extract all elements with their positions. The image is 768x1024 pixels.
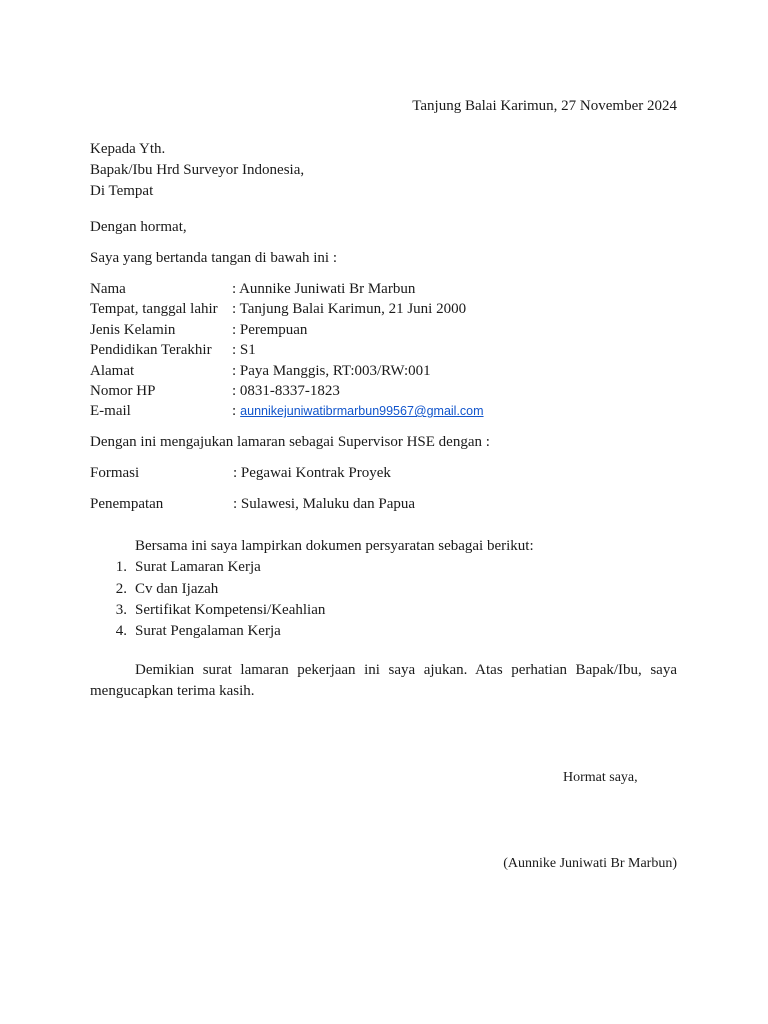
closing-paragraph: Demikian surat lamaran pekerjaan ini saya ajukan. Atas perhatian Bapak/Ibu, saya mengucapkan terima kasih. bbox=[90, 662, 677, 699]
birth-label: Tempat, tanggal lahir bbox=[90, 301, 218, 317]
list-item: Sertifikat Kompetensi/Keahlian bbox=[135, 602, 326, 618]
intro-text: Saya yang bertanda tangan di bawah ini : bbox=[90, 250, 338, 266]
recipient-line-1: Kepada Yth. bbox=[90, 141, 166, 157]
penempatan-value: : Sulawesi, Maluku dan Papua bbox=[233, 496, 416, 512]
place-date: Tanjung Balai Karimun, 27 November 2024 bbox=[412, 98, 677, 114]
phone-value: : 0831-8337-1823 bbox=[232, 383, 340, 399]
greeting: Dengan hormat, bbox=[90, 219, 187, 235]
recipient-line-3: Di Tempat bbox=[90, 183, 154, 199]
name-label: Nama bbox=[90, 281, 126, 297]
attachments-intro: Bersama ini saya lampirkan dokumen persyaratan sebagai berikut: bbox=[135, 538, 534, 554]
list-item: Cv dan Ijazah bbox=[135, 581, 219, 597]
address-value: : Paya Manggis, RT:003/RW:001 bbox=[232, 363, 431, 379]
name-value: : Aunnike Juniwati Br Marbun bbox=[232, 281, 416, 297]
list-item-number: 4. bbox=[115, 623, 127, 639]
list-item-number: 2. bbox=[115, 581, 127, 597]
list-item-number: 3. bbox=[115, 602, 127, 618]
list-item: Surat Lamaran Kerja bbox=[135, 559, 261, 575]
phone-label: Nomor HP bbox=[90, 383, 156, 399]
signature-name: (Aunnike Juniwati Br Marbun) bbox=[503, 856, 677, 871]
sign-off: Hormat saya, bbox=[563, 770, 638, 785]
formasi-label: Formasi bbox=[90, 465, 140, 481]
formasi-value: : Pegawai Kontrak Proyek bbox=[233, 465, 391, 481]
email-colon: : bbox=[232, 403, 237, 419]
email-row bbox=[232, 402, 484, 420]
list-item-number: 1. bbox=[115, 559, 127, 575]
email-link[interactable]: aunnikejuniwatibrmarbun99567@gmail.com bbox=[240, 404, 484, 418]
address-label: Alamat bbox=[90, 363, 135, 379]
gender-label: Jenis Kelamin bbox=[90, 322, 176, 338]
gender-value: : Perempuan bbox=[232, 322, 308, 338]
education-value: : S1 bbox=[232, 342, 256, 358]
penempatan-label: Penempatan bbox=[90, 496, 164, 512]
education-label: Pendidikan Terakhir bbox=[90, 342, 212, 358]
list-item: Surat Pengalaman Kerja bbox=[135, 623, 281, 639]
email-label: E-mail bbox=[90, 403, 131, 419]
recipient-line-2: Bapak/Ibu Hrd Surveyor Indonesia, bbox=[90, 162, 305, 178]
birth-value: : Tanjung Balai Karimun, 21 Juni 2000 bbox=[232, 301, 467, 317]
application-statement: Dengan ini mengajukan lamaran sebagai Supervisor HSE dengan : bbox=[90, 434, 490, 450]
